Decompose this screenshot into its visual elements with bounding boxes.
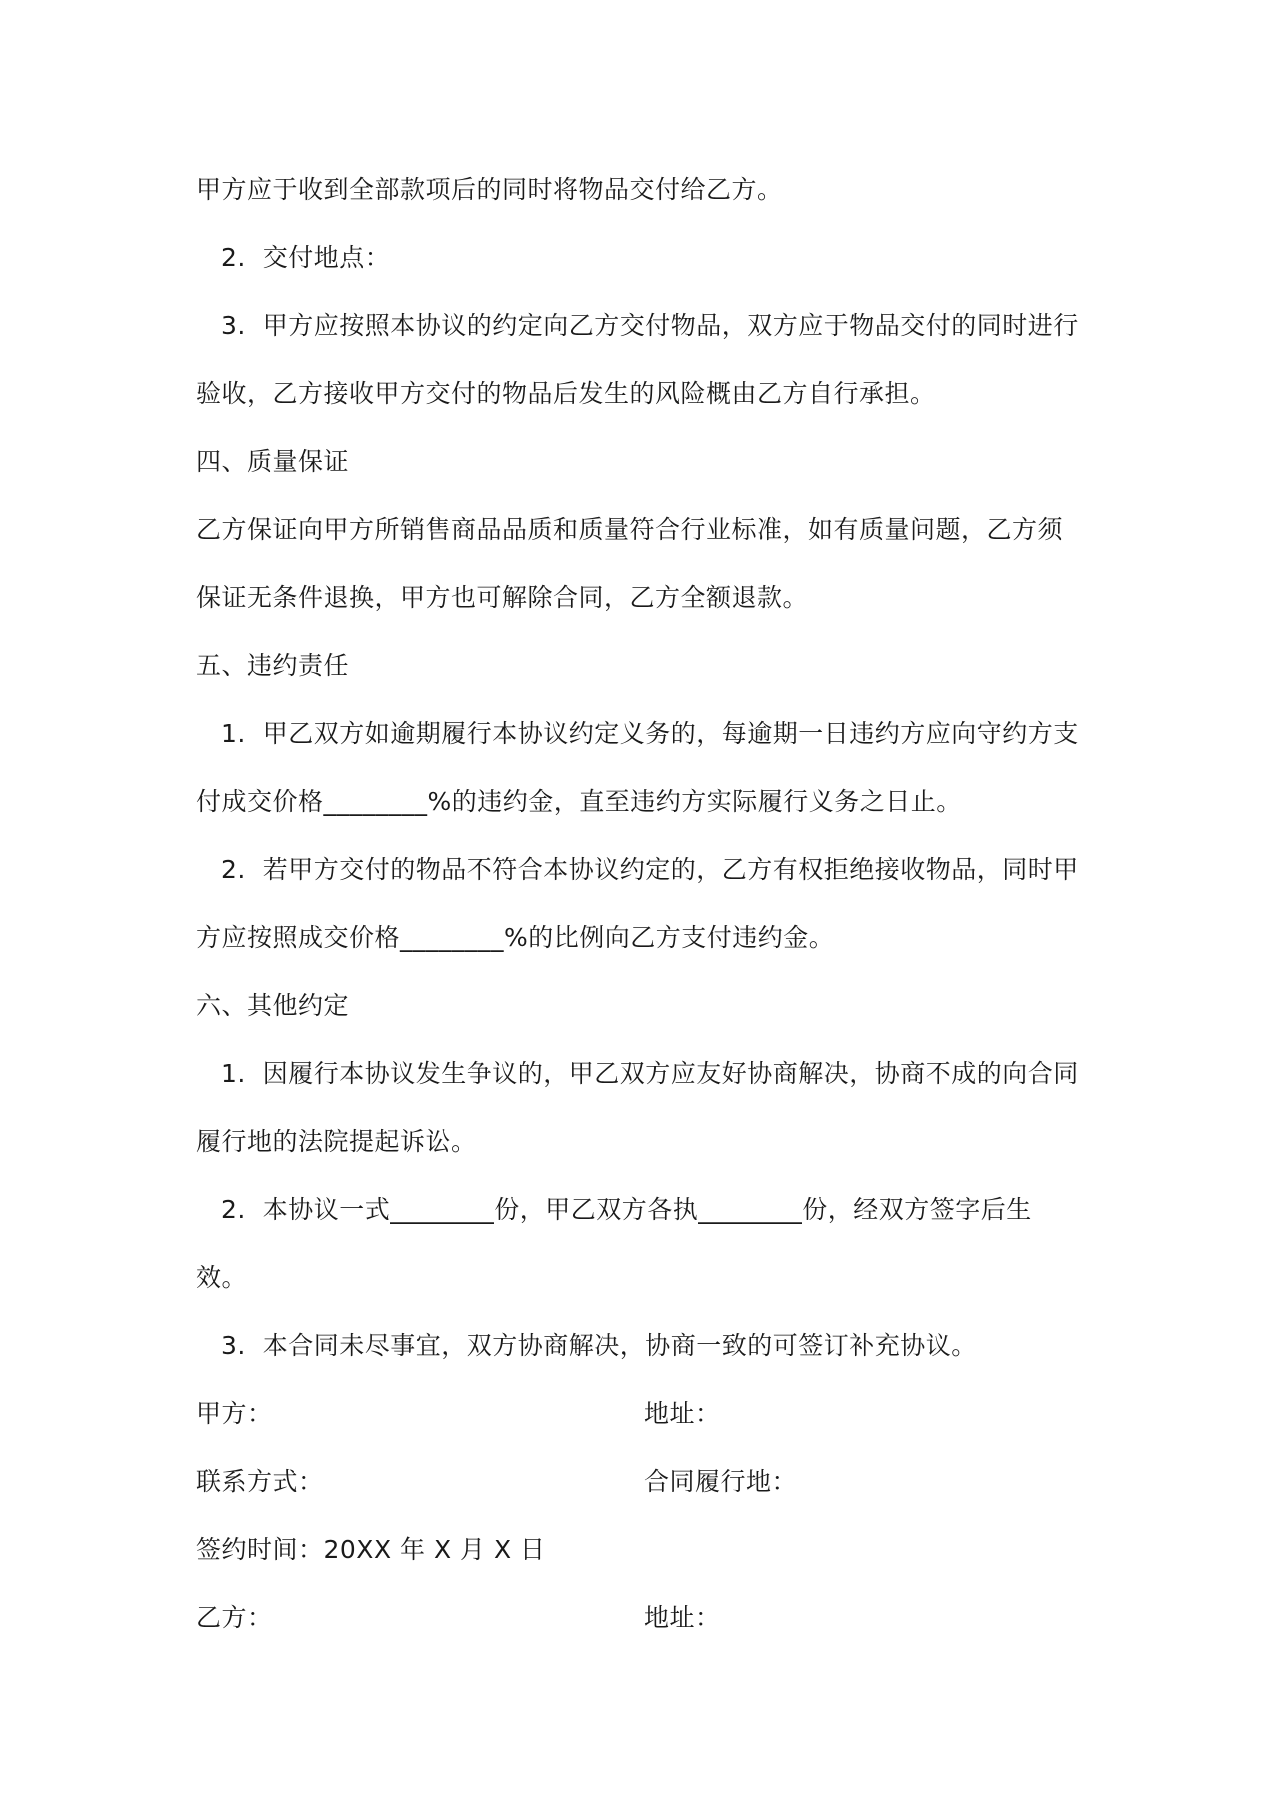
paragraph-line: 保证无条件退换，甲方也可解除合同，乙方全额退款。 [196, 583, 809, 612]
clause-other-2: 2. 本协议一式________份，甲乙双方各执________份，经双方签字后生 [221, 1195, 1032, 1224]
paragraph-line: 甲方应于收到全部款项后的同时将物品交付给乙方。 [196, 175, 783, 204]
paragraph-line: 履行地的法院提起诉讼。 [196, 1127, 477, 1156]
clause-other-1: 1. 因履行本协议发生争议的，甲乙双方应友好协商解决，协商不成的向合同 [221, 1059, 1079, 1088]
paragraph-line: 乙方保证向甲方所销售商品品质和质量符合行业标准，如有质量问题，乙方须 [196, 515, 1064, 544]
clause-delivery-acceptance: 3. 甲方应按照本协议的约定向乙方交付物品，双方应于物品交付的同时进行 [221, 311, 1079, 340]
section-heading-quality: 四、质量保证 [196, 447, 350, 476]
paragraph-line: 付成交价格________%的违约金，直至违约方实际履行义务之日止。 [196, 787, 962, 816]
section-heading-other: 六、其他约定 [196, 991, 350, 1020]
address-b-label: 地址： [644, 1603, 721, 1632]
clause-other-3: 3. 本合同未尽事宜，双方协商解决，协商一致的可签订补充协议。 [221, 1331, 977, 1360]
paragraph-line: 效。 [196, 1263, 248, 1292]
paragraph-line: 验收，乙方接收甲方交付的物品后发生的风险概由乙方自行承担。 [196, 379, 936, 408]
clause-breach-2: 2. 若甲方交付的物品不符合本协议约定的，乙方有权拒绝接收物品，同时甲 [221, 855, 1079, 884]
party-b-label: 乙方： [196, 1603, 273, 1632]
clause-breach-1: 1. 甲乙双方如逾期履行本协议约定义务的，每逾期一日违约方应向守约方支 [221, 719, 1079, 748]
section-heading-breach: 五、违约责任 [196, 651, 350, 680]
contact-label: 联系方式： [196, 1467, 324, 1496]
sign-date: 签约时间：20XX 年 X 月 X 日 [196, 1535, 546, 1564]
clause-delivery-place: 2. 交付地点： [221, 243, 391, 272]
place-label: 合同履行地： [644, 1467, 798, 1496]
paragraph-line: 方应按照成交价格________%的比例向乙方支付违约金。 [196, 923, 835, 952]
party-a-label: 甲方： [196, 1399, 273, 1428]
address-a-label: 地址： [644, 1399, 721, 1428]
